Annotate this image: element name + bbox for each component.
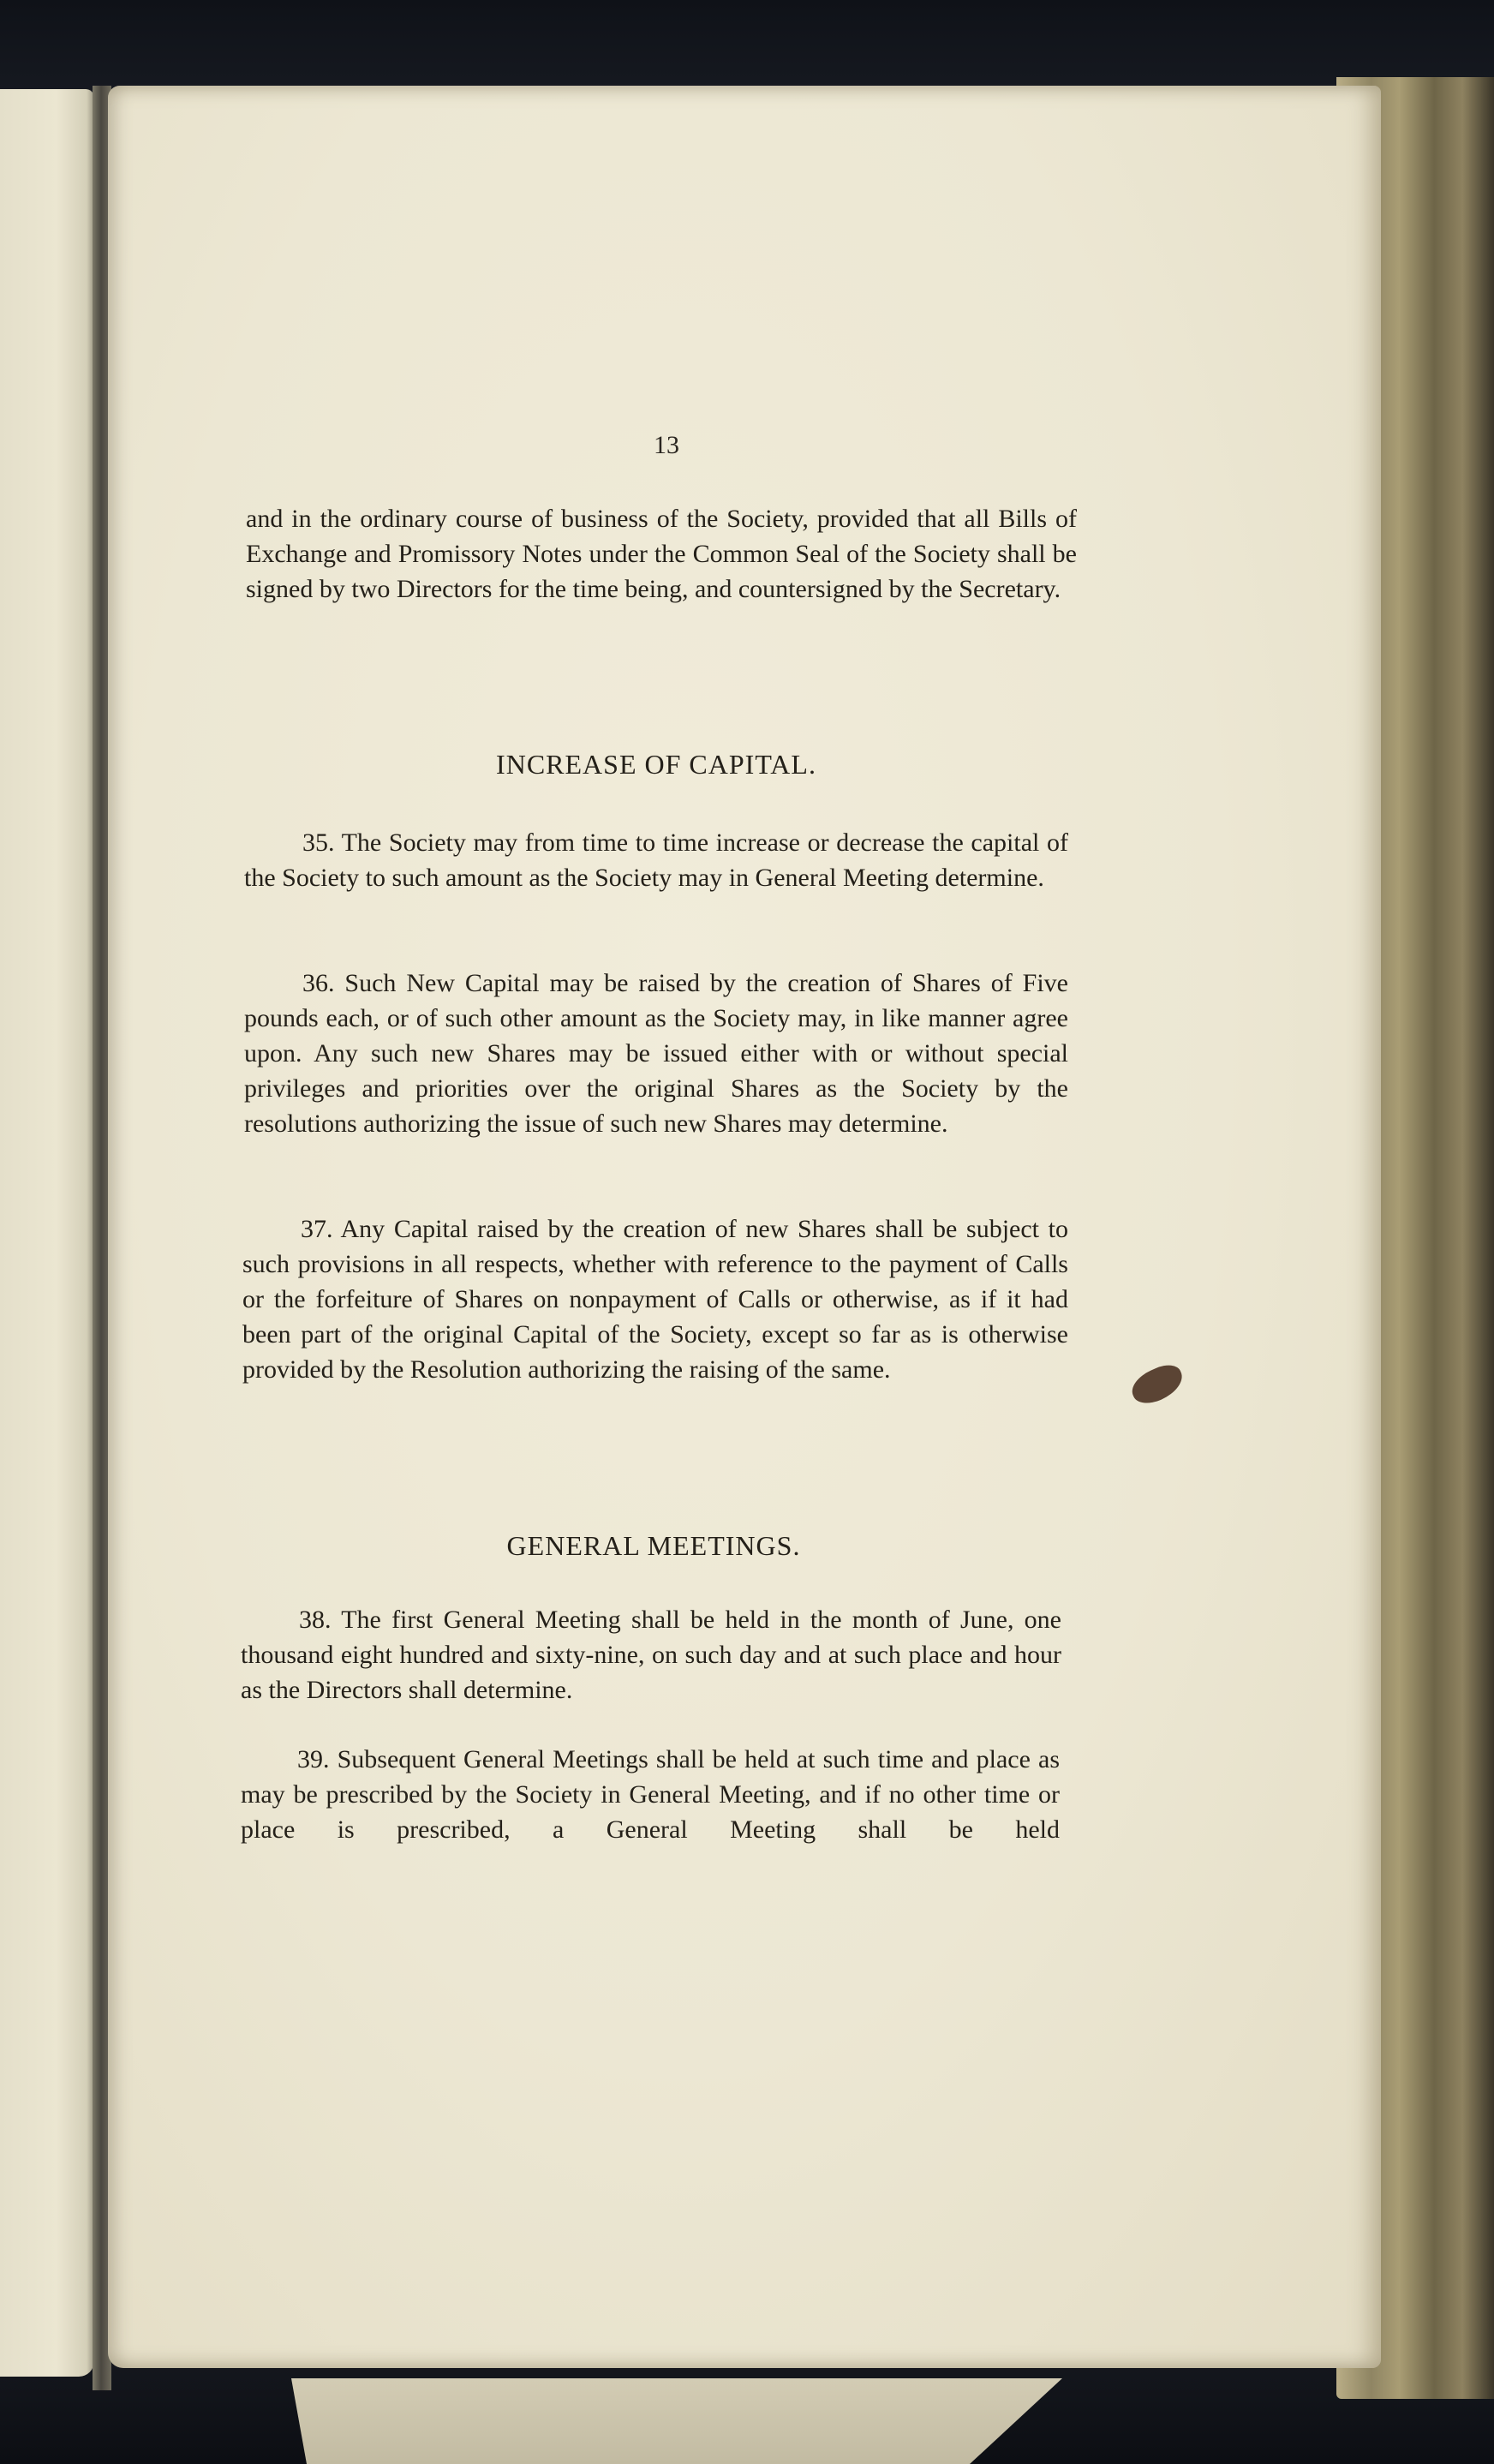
clause-36: 36. Such New Capital may be raised by the creation of Shares of Five pounds each, or of such other amount as the Society may, in like manner agree upon. Any such new Shares may be issued either with or without special privileges and priorities over the original Shares as the Society by the resolutions authorizing the issue of such new Shares may determine. <box>244 969 1068 1138</box>
clause-37: 37. Any Capital raised by the creation of new Shares shall be subject to such provisions in all respects, whether with reference to the payment of Calls or the forfeiture of Shares on nonpayment of Calls or otherwise, as if it had been part of the original Capital of the Society, except so far as is otherwise provided by the Resolution authorizing the raising of the same. <box>242 1215 1068 1384</box>
loose-paper-strip <box>291 2378 1062 2464</box>
section-heading-general-meetings: GENERAL MEETINGS. <box>506 1530 801 1561</box>
continuation-paragraph: and in the ordinary course of business of the Society, provided that all Bills of Exchange and Promissory Notes under the Common Seal of the Society shall be signed by two Directors for the time being, and countersigned by the Secretary. <box>246 505 1077 603</box>
clause-38: 38. The first General Meeting shall be held in the month of June, one thousand eight hundred and sixty-nine, on such day and at such place and hour as the Directors shall determine. <box>241 1606 1061 1704</box>
clause-39: 39. Subsequent General Meetings shall be held at such time and place as may be prescribed by the Society in General Meeting, and if no other time or place is prescribed, a General Meeting shall be held <box>241 1745 1060 1844</box>
section-heading-increase-of-capital: INCREASE OF CAPITAL. <box>496 749 816 780</box>
clause-35: 35. The Society may from time to time increase or decrease the capital of the Society to such amount as the Society may in General Meeting determine. <box>244 828 1068 892</box>
page-number: 13 <box>654 431 679 459</box>
